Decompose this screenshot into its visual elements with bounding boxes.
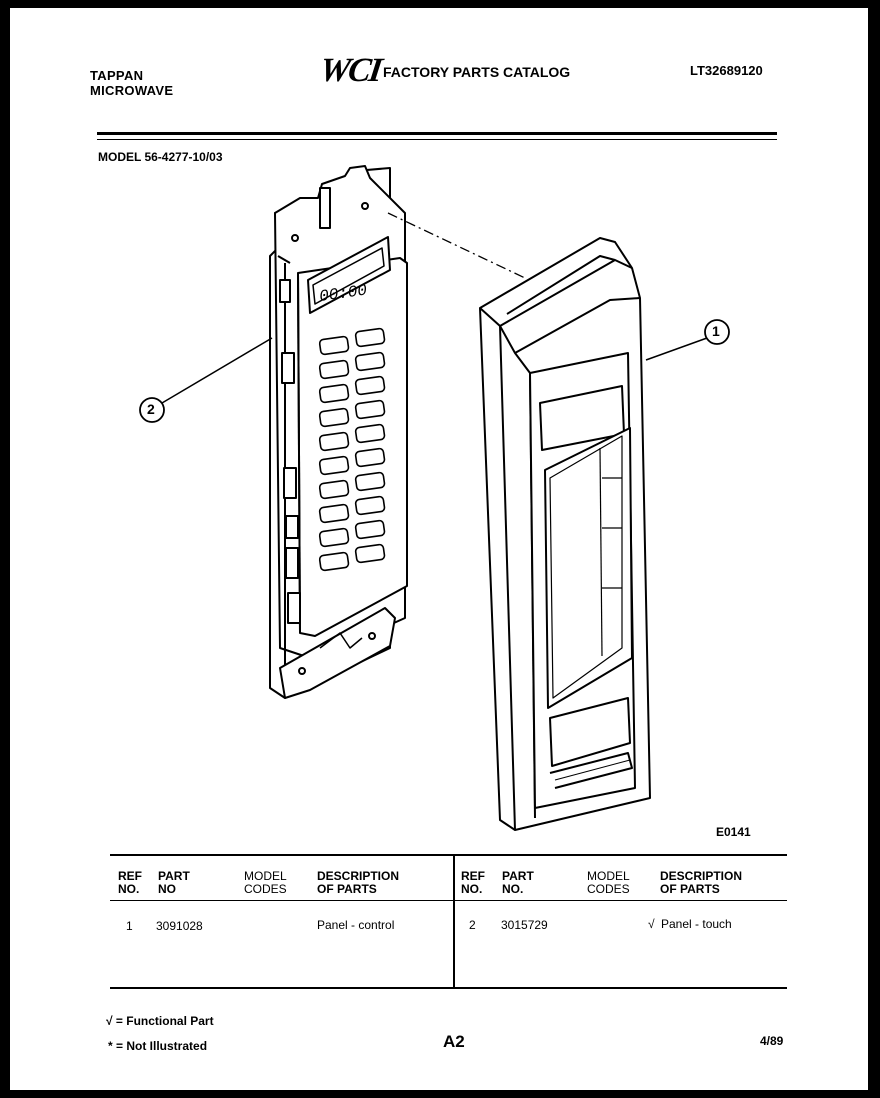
row-1-part-no: 3091028 [156, 919, 203, 933]
keypad-button [319, 360, 349, 379]
row-2-part-no: 3015729 [501, 918, 548, 932]
keypad-button [319, 552, 349, 571]
col-header-part-no-left: PART NO [158, 869, 190, 896]
keypad-button [319, 528, 349, 547]
row-2-description: Panel - touch [661, 917, 732, 931]
row-1-description: Panel - control [317, 918, 395, 932]
col-header-model-codes-right: MODEL CODES [587, 869, 630, 896]
callout-1-label: 1 [712, 323, 720, 339]
control-panel-part [270, 166, 407, 698]
table-header-rule [110, 900, 787, 901]
keypad-button [319, 480, 349, 499]
callout-2-label: 2 [147, 401, 155, 417]
wci-logo: WCI [317, 52, 383, 89]
display-readout: 00:00 [318, 281, 369, 306]
keypad-button [355, 448, 385, 467]
col-header-ref-no-right: REF NO. [461, 869, 485, 896]
legend-not-illustrated: * = Not Illustrated [108, 1039, 208, 1053]
keypad-button [319, 456, 349, 475]
drawing-code: E0141 [716, 825, 751, 839]
keypad-button [355, 424, 385, 443]
keypad-button [355, 352, 385, 371]
date-code: 4/89 [760, 1034, 784, 1048]
keypad-button [355, 544, 385, 563]
table-center-divider [453, 856, 455, 988]
row-1-ref: 1 [126, 919, 133, 933]
product-type: MICROWAVE [90, 83, 174, 98]
col-header-ref-no-left: REF NO. [118, 869, 142, 896]
legend-functional-part: √ = Functional Part [106, 1014, 214, 1028]
keypad-button [355, 496, 385, 515]
keypad-button [319, 384, 349, 403]
document-number: LT32689120 [690, 63, 763, 78]
row-2-ref: 2 [469, 918, 476, 932]
touch-panel-part [480, 238, 650, 830]
keypad-button [319, 432, 349, 451]
keypad-button [355, 400, 385, 419]
keypad-button [355, 376, 385, 395]
col-header-description-right: DESCRIPTION OF PARTS [660, 869, 743, 896]
catalog-page [10, 8, 868, 1090]
keypad-button [319, 408, 349, 427]
col-header-description-left: DESCRIPTION OF PARTS [317, 869, 400, 896]
col-header-part-no-right: PART NO. [502, 869, 534, 896]
exploded-diagram [10, 8, 868, 858]
page-identifier: A2 [443, 1032, 465, 1051]
brand-name: TAPPAN [90, 68, 144, 83]
keypad-button [355, 520, 385, 539]
keypad-button [355, 328, 385, 347]
keypad-button [355, 472, 385, 491]
col-header-model-codes-left: MODEL CODES [244, 869, 287, 896]
keypad-button [319, 336, 349, 355]
table-top-rule [110, 854, 787, 856]
model-number: MODEL 56-4277-10/03 [98, 150, 223, 164]
table-bottom-rule [110, 987, 787, 989]
row-2-functional-mark: √ [648, 917, 655, 931]
keypad-button [319, 504, 349, 523]
catalog-title: FACTORY PARTS CATALOG [383, 64, 571, 80]
